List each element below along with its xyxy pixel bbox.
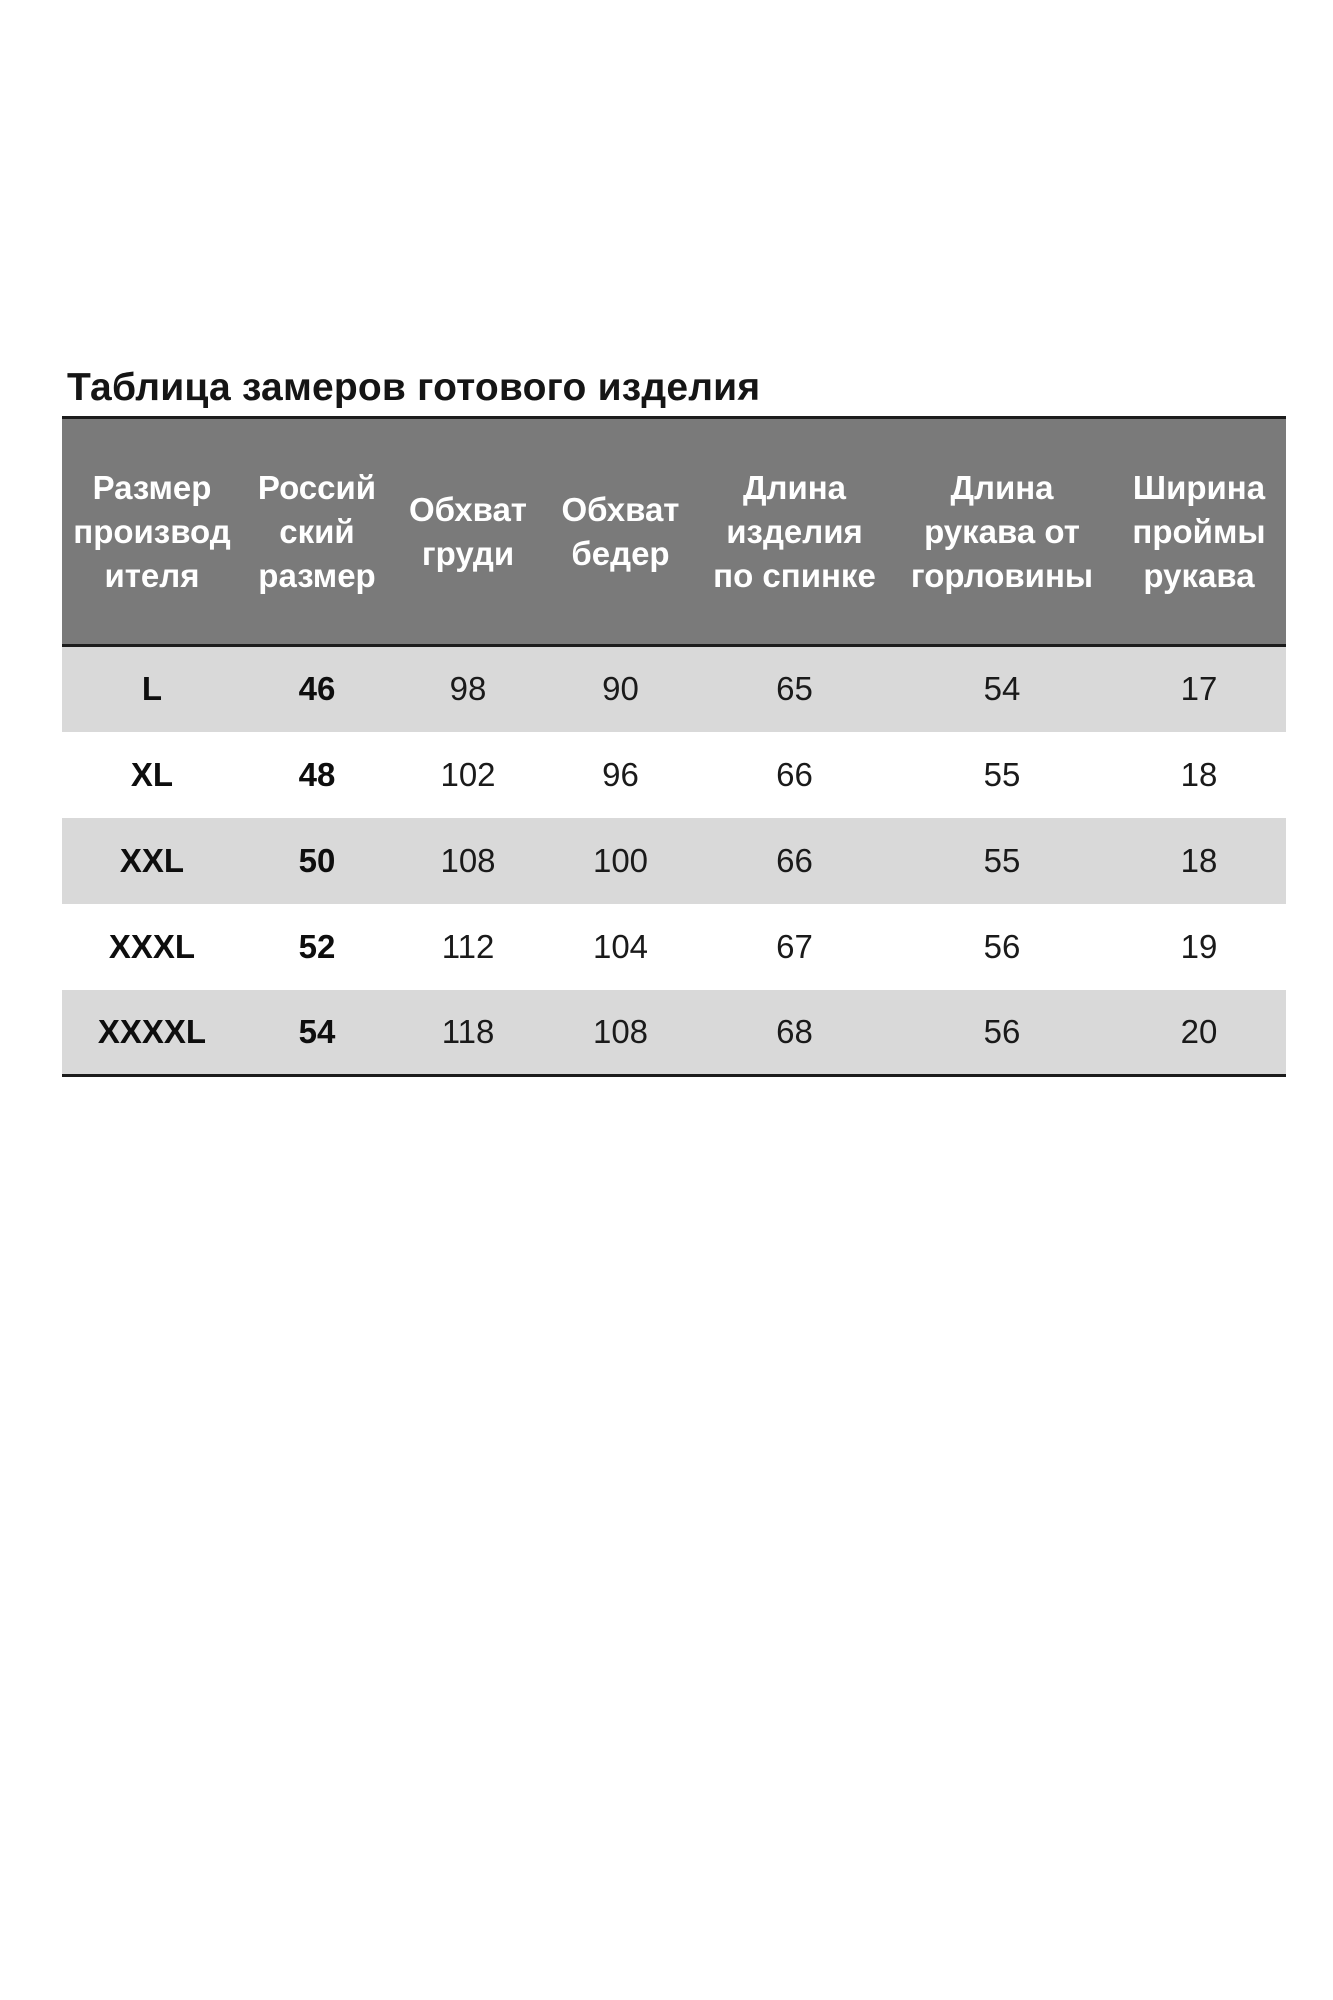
cell-armhole-width: 17 [1180, 670, 1218, 708]
cell-russian-size: 48 [298, 755, 336, 793]
cell-chest-girth: 102 [440, 755, 496, 793]
cell-armhole-width: 20 [1112, 990, 1286, 1076]
cell-hip-girth: 104 [592, 927, 649, 965]
table-row [62, 990, 1286, 1076]
cell-russian-size: 50 [298, 841, 336, 879]
header-russian-size: Россий ский размер [242, 418, 392, 646]
cell-chest-girth: 98 [449, 670, 487, 708]
table-title: Таблица замеров готового изделия [67, 366, 761, 409]
cell-manufacturer-size: L [141, 670, 163, 708]
header-back-length: Длина изделия по спинке [697, 418, 892, 646]
cell-armhole-width: 18 [1180, 841, 1218, 879]
header-sleeve-length: Длина рукава от горловины [892, 418, 1112, 646]
cell-manufacturer-size: XXXL [108, 927, 196, 965]
cell-chest-girth: 108 [440, 841, 496, 879]
table-row [62, 818, 1286, 904]
header-hip-girth: Обхват бедер [544, 418, 697, 646]
size-table-container [62, 416, 1286, 1077]
cell-back-length: 65 [776, 670, 813, 708]
cell-back-length: 66 [776, 755, 813, 793]
cell-armhole-width: 18 [1180, 755, 1218, 793]
header-manufacturer-size: Размер производ ителя [62, 418, 242, 646]
cell-hip-girth: 100 [592, 841, 649, 879]
cell-chest-girth: 118 [392, 990, 544, 1076]
cell-sleeve-length: 56 [983, 927, 1021, 965]
table-row [62, 646, 1286, 732]
table-row [62, 732, 1286, 818]
cell-manufacturer-size: XXL [119, 841, 185, 879]
cell-russian-size: 54 [242, 990, 392, 1076]
cell-manufacturer-size: XXXXL [62, 990, 242, 1076]
table-row [62, 904, 1286, 990]
cell-manufacturer-size: XL [130, 755, 174, 793]
header-armhole-width: Ширина проймы рукава [1112, 418, 1286, 646]
cell-sleeve-length: 56 [892, 990, 1112, 1076]
cell-hip-girth: 96 [602, 755, 639, 793]
cell-chest-girth: 112 [441, 927, 495, 965]
size-table [62, 416, 1286, 1077]
cell-back-length: 67 [776, 927, 813, 965]
cell-sleeve-length: 55 [983, 755, 1021, 793]
cell-sleeve-length: 55 [983, 841, 1021, 879]
cell-russian-size: 52 [298, 927, 336, 965]
cell-back-length: 66 [776, 841, 813, 879]
table-header [62, 418, 1286, 646]
cell-sleeve-length: 54 [983, 670, 1021, 708]
cell-armhole-width: 19 [1180, 927, 1218, 965]
table-body [62, 646, 1286, 1076]
cell-back-length: 68 [697, 990, 892, 1076]
cell-hip-girth: 108 [544, 990, 697, 1076]
cell-russian-size: 46 [298, 670, 336, 708]
header-row [62, 418, 1286, 646]
header-chest-girth: Обхват груди [392, 418, 544, 646]
cell-hip-girth: 90 [602, 670, 639, 708]
